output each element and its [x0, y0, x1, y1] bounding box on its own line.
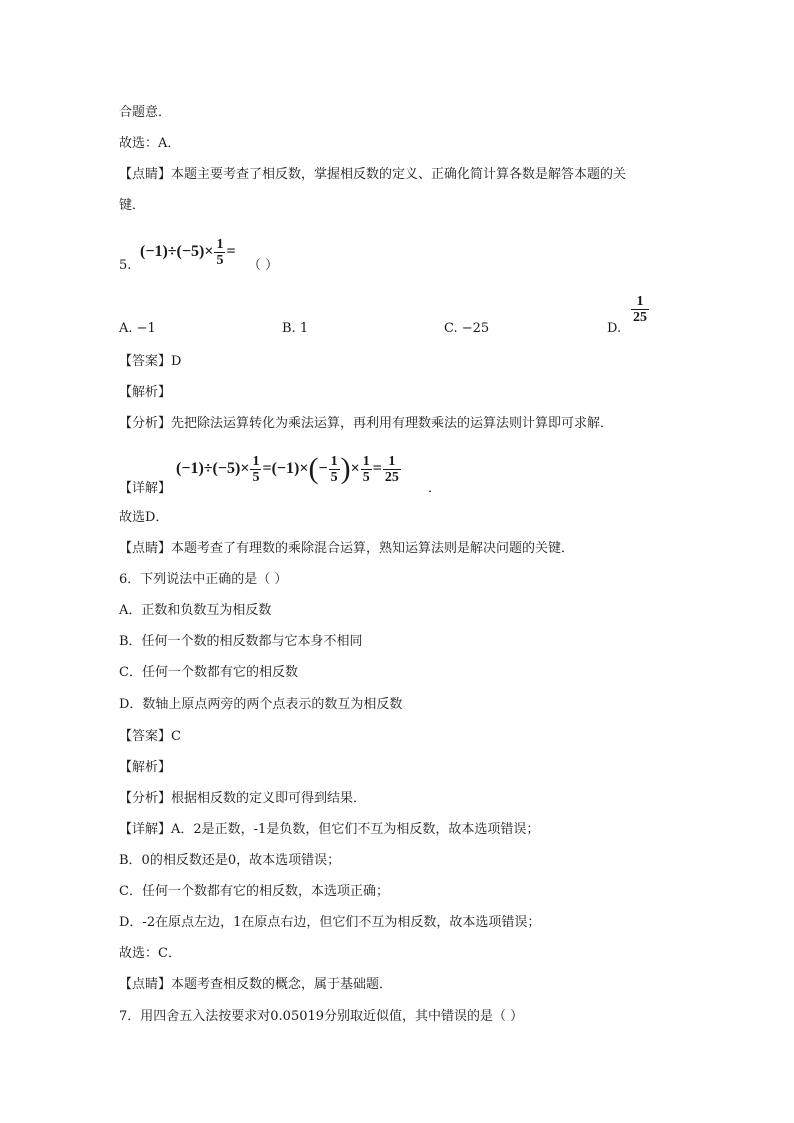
numerator: 1 [388, 453, 396, 469]
detail-label: 【详解】 [119, 481, 172, 496]
right-paren: ) [340, 452, 351, 485]
denominator: 5 [330, 469, 338, 485]
denominator: 5 [252, 469, 260, 485]
detail-line: 【详解】A．2是正数，-1是负数，但它们不互为相反数，故本选项错误； [119, 822, 540, 837]
fraction-one-fifth [361, 454, 372, 485]
q5-expression [140, 232, 236, 272]
choice-line: 故选D． [119, 510, 169, 525]
question-6: 6．下列说法中正确的是（ ） [119, 572, 288, 587]
detail-line: C．任何一个数都有它的相反数，本选项正确； [119, 884, 389, 899]
answer-line: 【答案】D [119, 354, 182, 369]
q5-expr-left: (−1)÷(−5)× [140, 243, 214, 260]
option-d-fraction [630, 294, 650, 325]
denominator: 25 [633, 310, 647, 325]
option-c: C. −25 [444, 321, 490, 336]
comment-line: 【点睛】本题考查相反数的概念，属于基础题． [119, 977, 393, 992]
fraction-one-fifth [214, 237, 225, 268]
question-number: 5. [119, 258, 132, 273]
left-paren: ( [308, 452, 319, 485]
answer-paren: （ ） [248, 258, 279, 273]
denominator: 5 [362, 469, 370, 485]
fraction-one-fifth [329, 454, 340, 485]
option-d: D．数轴上原点两旁的两个点表示的数互为相反数 [119, 697, 403, 712]
fraction-one-fifth [250, 454, 261, 485]
detail-line: B．0的相反数还是0，故本选项错误； [119, 853, 341, 868]
minus-sign: − [318, 460, 328, 477]
option-a: A. −1 [119, 321, 156, 336]
detail-part3: × [350, 460, 360, 477]
denominator: 5 [216, 252, 224, 268]
analysis-header: 【解析】 [119, 760, 172, 775]
option-d: D. [607, 321, 622, 336]
analysis-text: 【分析】先把除法运算转化为乘法运算，再利用有理数乘法的运算法则计算即可求解． [119, 416, 614, 431]
option-b: B．任何一个数的相反数都与它本身不相同 [119, 634, 363, 649]
detail-expression [176, 446, 402, 492]
numerator: 1 [362, 453, 370, 469]
option-b: B. 1 [282, 321, 309, 336]
denominator: 25 [384, 469, 399, 485]
numerator: 1 [216, 236, 224, 252]
numerator: 1 [330, 453, 338, 469]
detail-part4: = [372, 460, 382, 477]
option-c: C．任何一个数都有它的相反数 [119, 665, 298, 680]
numerator: 1 [252, 453, 260, 469]
detail-line: D．-2在原点左边，1在原点右边，但它们不互为相反数，故本选项错误； [119, 915, 541, 930]
question-7: 7．用四舍五入法按要求对0.05019分别取近似值，其中错误的是（ ） [119, 1009, 524, 1024]
analysis-text: 【分析】根据相反数的定义即可得到结果． [119, 791, 367, 806]
fraction-one-twentyfifth [383, 454, 401, 485]
answer-line: 【答案】C [119, 729, 181, 744]
text-line: 【点睛】本题主要考查了相反数，掌握相反数的定义、正确化简计算各数是解答本题的关 [119, 167, 627, 182]
option-a: A．正数和负数互为相反数 [119, 603, 272, 618]
comment-line: 【点睛】本题考查了有理数的乘除混合运算，熟知运算法则是解决问题的关键． [119, 541, 575, 556]
fraction-one-twentyfifth [631, 294, 649, 325]
text-line: 故选：A． [119, 136, 181, 151]
numerator: 1 [636, 294, 644, 309]
detail-part1: (−1)÷(−5)× [176, 460, 250, 477]
text-line: 合题意． [119, 105, 172, 120]
text-line: 键． [119, 198, 146, 213]
analysis-header: 【解析】 [119, 385, 172, 400]
detail-period: ． [428, 481, 442, 496]
detail-part2: =(−1)× [262, 460, 309, 477]
choice-line: 故选：C． [119, 946, 181, 961]
equals-sign: = [226, 243, 236, 260]
